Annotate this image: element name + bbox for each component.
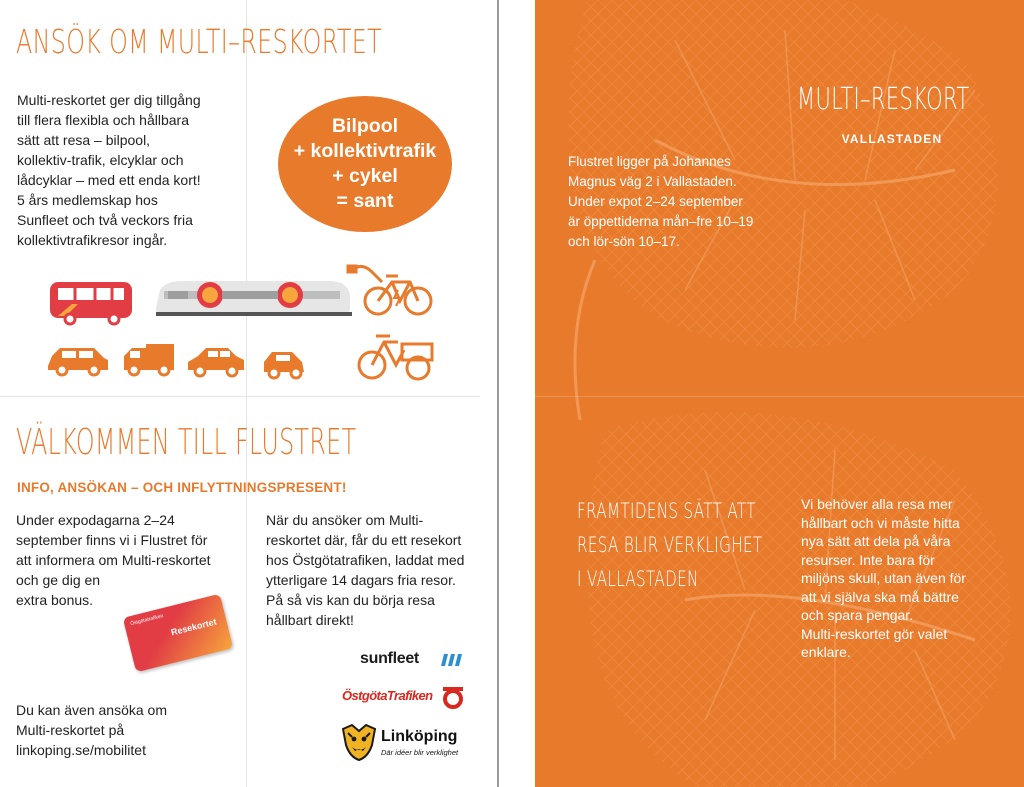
sunfleet-logo: sunfleet bbox=[360, 650, 419, 667]
right-panel bbox=[535, 0, 1024, 787]
sustainability-text: Vi behöver alla resa mer hållbart och vi måste hitta nya sätt att dela på våra resurser. Inte bara för miljöns skull, utan även för att vi själva ska må bättre och spara pengar. Multi-reskortet gör valet enklare. bbox=[801, 496, 966, 660]
electric-bike-icon bbox=[348, 266, 431, 314]
small-car-icon bbox=[264, 352, 304, 378]
leaf-pattern-image bbox=[535, 0, 1024, 787]
transport-icons bbox=[0, 0, 498, 400]
left-panel bbox=[0, 0, 498, 787]
card-issuer: Östgötatrafiken bbox=[129, 613, 165, 628]
ostgotatrafiken-ring-icon bbox=[440, 686, 466, 710]
link-text: Du kan även ansöka om Multi-reskortet på linkoping.se/mobilitet bbox=[16, 700, 216, 760]
linkoping-logo: Linköping bbox=[381, 728, 458, 745]
apply-text: När du ansöker om Multi- reskortet där, får du ett resekort hos Östgötatrafiken, laddat med ytterligare 14 dagars fria resor. På så vis kan du börja resa hållbart direkt! bbox=[266, 512, 465, 628]
intro-text: Multi-reskortet ger dig tillgång till flera flexibla och hållbara sätt att resa – bilpool, kollektiv-trafik, elcyklar och lådcyklar – med ett enda kort! 5 års medlemskap hos Sunfleet och två veckors fria kollektivtrafikresor ingår. bbox=[17, 92, 201, 248]
heading-welcome: VÄLKOMMEN TILL FLUSTRET bbox=[16, 422, 357, 463]
cargo-bike-icon bbox=[359, 336, 432, 379]
heading-apply: ANSÖK OM MULTI–RESKORTET bbox=[16, 22, 383, 61]
equation-bubble: Bilpool + kollektivtrafik + cykel = sant bbox=[278, 96, 452, 232]
mobility-link[interactable]: linkoping.se/mobilitet bbox=[16, 742, 146, 758]
future-heading: FRAMTIDENS SÄTT ATT RESA BLIR VERKLIGHET I VALLASTADEN bbox=[577, 499, 763, 591]
car-icon bbox=[48, 348, 108, 375]
fold-line-horizontal-right bbox=[535, 396, 1024, 397]
address-text: Flustret ligger på Johannes Magnus väg 2 i Vallastaden. Under expot 2–24 september är öppettiderna mån–fre 10–19 och lör-sön 10–17. bbox=[568, 154, 754, 249]
brand-subtitle: VALLASTADEN bbox=[841, 132, 943, 146]
ostgotatrafiken-logo: ÖstgötaTrafiken bbox=[342, 688, 433, 703]
linkoping-crest-icon bbox=[340, 723, 378, 761]
sunfleet-stripes-icon bbox=[441, 654, 465, 666]
van-icon bbox=[124, 344, 174, 375]
subheading: INFO, ANSÖKAN – OCH INFLYTTNINGSPRESENT! bbox=[17, 480, 347, 495]
bus-icon bbox=[50, 282, 132, 324]
card-label: Resekortet bbox=[169, 616, 218, 638]
car-icon bbox=[188, 348, 244, 376]
brand-title: MULTI–RESKORT bbox=[797, 82, 970, 117]
train-icon bbox=[156, 281, 352, 316]
linkoping-tagline: Där idéer blir verklighet bbox=[381, 748, 459, 757]
expo-text: Under expodagarna 2–24 september finns vi i Flustret för att informera om Multi-reskortet och ge dig en extra bonus. bbox=[16, 512, 211, 608]
page-gap bbox=[499, 0, 535, 787]
